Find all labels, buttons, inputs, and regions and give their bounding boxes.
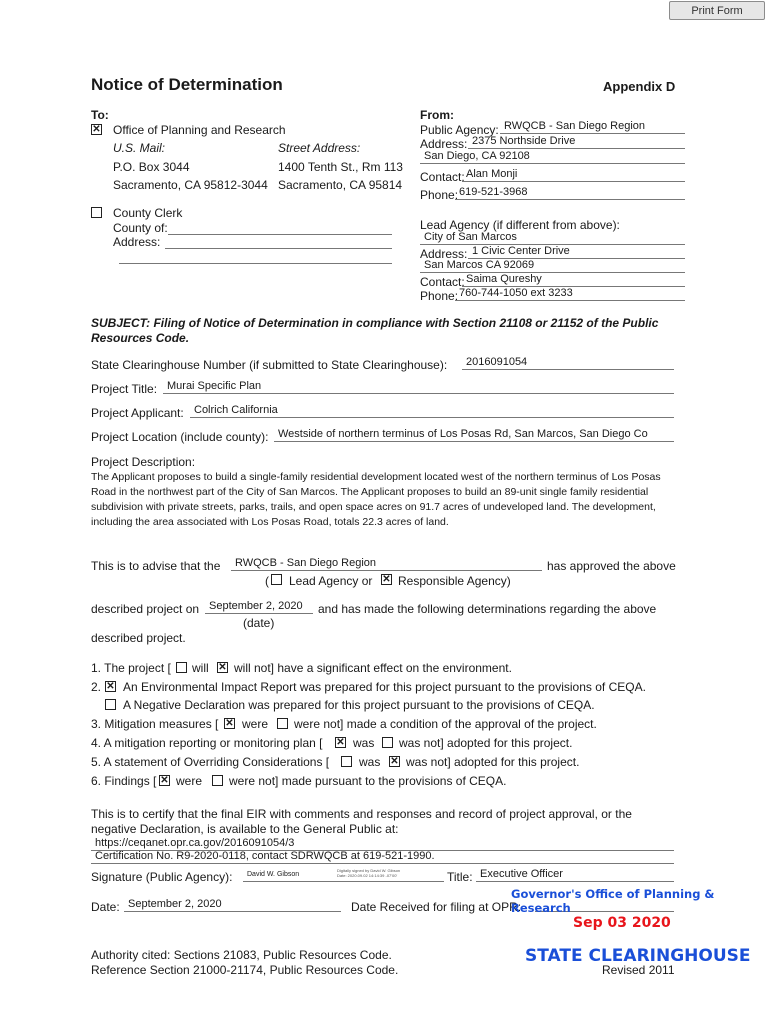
county-of-label: County of: (113, 221, 168, 235)
described-suffix: and has made the following determinations regarding the above (318, 602, 657, 616)
described-line2: described project. (91, 631, 186, 645)
lead-address-label: Address: (420, 247, 468, 261)
date-received-label: Date Received for filing at OPR: (351, 900, 522, 914)
det2-eir-text: An Environmental Impact Report was prepared for this project pursuant to the provisions of CEQA. (123, 680, 646, 694)
lead-address-line1-field[interactable]: 1 Civic Center Drive (468, 245, 685, 259)
det3-text-c: were not] made a condition of the approval of the project. (294, 717, 597, 731)
from-label: From: (420, 108, 454, 122)
county-of-field[interactable] (168, 221, 392, 235)
opr-stamp: Governor's Office of Planning & Research (511, 887, 715, 915)
det4-was-label: was (353, 736, 375, 750)
project-applicant-field[interactable]: Colrich California (190, 404, 674, 418)
det5-was-label: was (359, 755, 381, 769)
appendix-label: Appendix D (603, 79, 676, 94)
lead-agency-checkbox[interactable] (271, 574, 282, 585)
opr-checkbox[interactable] (91, 124, 102, 135)
county-address-field-2[interactable] (119, 250, 392, 264)
date-field[interactable]: September 2, 2020 (124, 898, 341, 912)
title-field[interactable]: Executive Officer (476, 868, 674, 882)
det3-text-a: 3. Mitigation measures [ (91, 717, 219, 731)
det3-were-label: were (242, 717, 269, 731)
subject-line1: SUBJECT: Filing of Notice of Determination in compliance with Section 21108 or 21152 of the Public (91, 316, 659, 330)
det4-text-c: was not] adopted for this project. (399, 736, 573, 750)
lead-address-line2-field[interactable]: San Marcos CA 92069 (420, 259, 685, 273)
described-prefix: described project on (91, 602, 200, 616)
us-mail-label: U.S. Mail: (113, 141, 166, 155)
det1-text-c: will not] have a significant effect on the environment. (234, 661, 512, 675)
det4-was-checkbox[interactable] (335, 737, 346, 748)
po-box: P.O. Box 3044 (113, 160, 190, 174)
project-description-label: Project Description: (91, 455, 196, 469)
project-title-field[interactable]: Murai Specific Plan (163, 380, 674, 394)
reference-section: Reference Section 21000-21174, Public Resources Code. (91, 963, 399, 977)
lead-contact-label: Contact: (420, 275, 465, 289)
to-label: To: (91, 108, 109, 122)
project-location-label: Project Location (include county): (91, 430, 269, 444)
project-location-field[interactable]: Westside of northern terminus of Los Posas Rd, San Marcos, San Diego Co (274, 428, 674, 442)
certify-line1: This is to certify that the final EIR with comments and responses and record of project approval, or the (91, 807, 632, 821)
signature-label: Signature (Public Agency): (91, 870, 233, 884)
det6-text-c: were not] made pursuant to the provisions of CEQA. (229, 774, 507, 788)
certify-line2: negative Declaration, is available to the General Public at: (91, 822, 399, 836)
det5-text-a: 5. A statement of Overriding Considerations [ (91, 755, 330, 769)
det6-were-label: were (176, 774, 203, 788)
det1-will-not-checkbox[interactable] (217, 662, 228, 673)
det5-text-c: was not] adopted for this project. (406, 755, 580, 769)
signature-name: David W. Gibson (247, 871, 300, 878)
contact-field[interactable]: Alan Monji (462, 168, 685, 182)
det2-nd-text: A Negative Declaration was prepared for this project pursuant to the provisions of CEQA. (123, 698, 595, 712)
street: 1400 Tenth St., Rm 113 (278, 160, 403, 174)
page-title: Notice of Determination (91, 75, 283, 94)
county-clerk-checkbox[interactable] (91, 207, 102, 218)
lead-phone-label: Phone: (420, 289, 459, 303)
print-form-button[interactable]: Print Form (669, 1, 765, 20)
approval-date-field[interactable]: September 2, 2020 (205, 600, 313, 614)
opr-label: Office of Planning and Research (113, 123, 286, 137)
project-description-text[interactable]: The Applicant proposes to build a single-family residential development located west of the northern terminus of Los Posas Road in the northwest part of the City of San Marcos. The Applicant proposes to build an 89-unit single family residential subdivision with private streets, parks, trails, and open space acres on 91.7 acres of undeveloped land. The development, including the area associated with Los Posas Road, totals 22.3 acres of land. (91, 471, 661, 528)
signature-field[interactable] (243, 868, 444, 882)
lead-agency-or-label: Lead Agency or (289, 574, 373, 588)
date-label: Date: (91, 900, 120, 914)
availability-line2-field[interactable]: Certification No. R9-2020-0118, contact SDRWQCB at 619-521-1990. (91, 850, 674, 864)
det6-were-checkbox[interactable] (159, 775, 170, 786)
sch-number-field[interactable]: 2016091054 (462, 356, 674, 370)
date-caption: (date) (243, 616, 275, 630)
advise-suffix: has approved the above (547, 559, 676, 573)
det1-will-label: will (192, 661, 209, 675)
county-address-label: Address: (113, 235, 161, 249)
advise-prefix: This is to advise that the (91, 559, 221, 573)
lead-agency-field[interactable]: City of San Marcos (420, 231, 685, 245)
project-title-label: Project Title: (91, 382, 158, 396)
lead-contact-field[interactable]: Saima Qureshy (462, 273, 685, 287)
contact-label: Contact: (420, 170, 465, 184)
phone-label: Phone: (420, 188, 459, 202)
subject-line2: Resources Code. (91, 331, 190, 345)
det4-was-not-checkbox[interactable] (382, 737, 393, 748)
responsible-agency-checkbox[interactable] (381, 574, 392, 585)
det6-were-not-checkbox[interactable] (212, 775, 223, 786)
revised-label: Revised 2011 (602, 963, 675, 977)
project-applicant-label: Project Applicant: (91, 406, 184, 420)
title-label: Title: (447, 870, 473, 884)
county-address-field[interactable] (165, 235, 392, 249)
address-line2-field[interactable]: San Diego, CA 92108 (420, 150, 685, 164)
det6-text-a: 6. Findings [ (91, 774, 157, 788)
det5-was-not-checkbox[interactable] (389, 756, 400, 767)
phone-field[interactable]: 619-521-3968 (455, 186, 685, 200)
city-street: Sacramento, CA 95814 (278, 178, 403, 192)
city-mail: Sacramento, CA 95812-3044 (113, 178, 268, 192)
stamp-date: Sep 03 2020 (573, 915, 671, 931)
det2-number: 2. (91, 680, 102, 694)
det1-text-a: 1. The project [ (91, 661, 171, 675)
lead-agency-label: Lead Agency (if different from above): (420, 218, 620, 232)
sch-label: State Clearinghouse Number (if submitted to State Clearinghouse): (91, 358, 448, 372)
approving-agency-field[interactable]: RWQCB - San Diego Region (231, 557, 542, 571)
address-label: Address: (420, 137, 468, 151)
open-paren: ( (265, 574, 269, 588)
responsible-agency-label: Responsible Agency) (398, 574, 511, 588)
det2-nd-checkbox[interactable] (105, 699, 116, 710)
county-clerk-label: County Clerk (113, 206, 183, 220)
digital-signature-note: Digitally signed by David W. Gibson Date: 2020.09.02 14:14:39 -07'00' (337, 868, 401, 878)
lead-phone-field[interactable]: 760-744-1050 ext 3233 (455, 287, 685, 301)
public-agency-field[interactable]: RWQCB - San Diego Region (500, 120, 685, 134)
authority-cited: Authority cited: Sections 21083, Public Resources Code. (91, 948, 392, 962)
det1-will-checkbox[interactable] (176, 662, 187, 673)
address-line1-field[interactable]: 2375 Northside Drive (468, 135, 685, 149)
det2-eir-checkbox[interactable] (105, 681, 116, 692)
det3-were-not-checkbox[interactable] (277, 718, 288, 729)
det4-text-a: 4. A mitigation reporting or monitoring plan [ (91, 736, 323, 750)
det5-was-checkbox[interactable] (341, 756, 352, 767)
street-address-label: Street Address: (278, 141, 361, 155)
state-clearinghouse-stamp: STATE CLEARINGHOUSE (525, 946, 751, 966)
public-agency-label: Public Agency: (420, 123, 499, 137)
det3-were-checkbox[interactable] (224, 718, 235, 729)
availability-line1-field[interactable]: https://ceqanet.opr.ca.gov/2016091054/3 (91, 837, 674, 851)
